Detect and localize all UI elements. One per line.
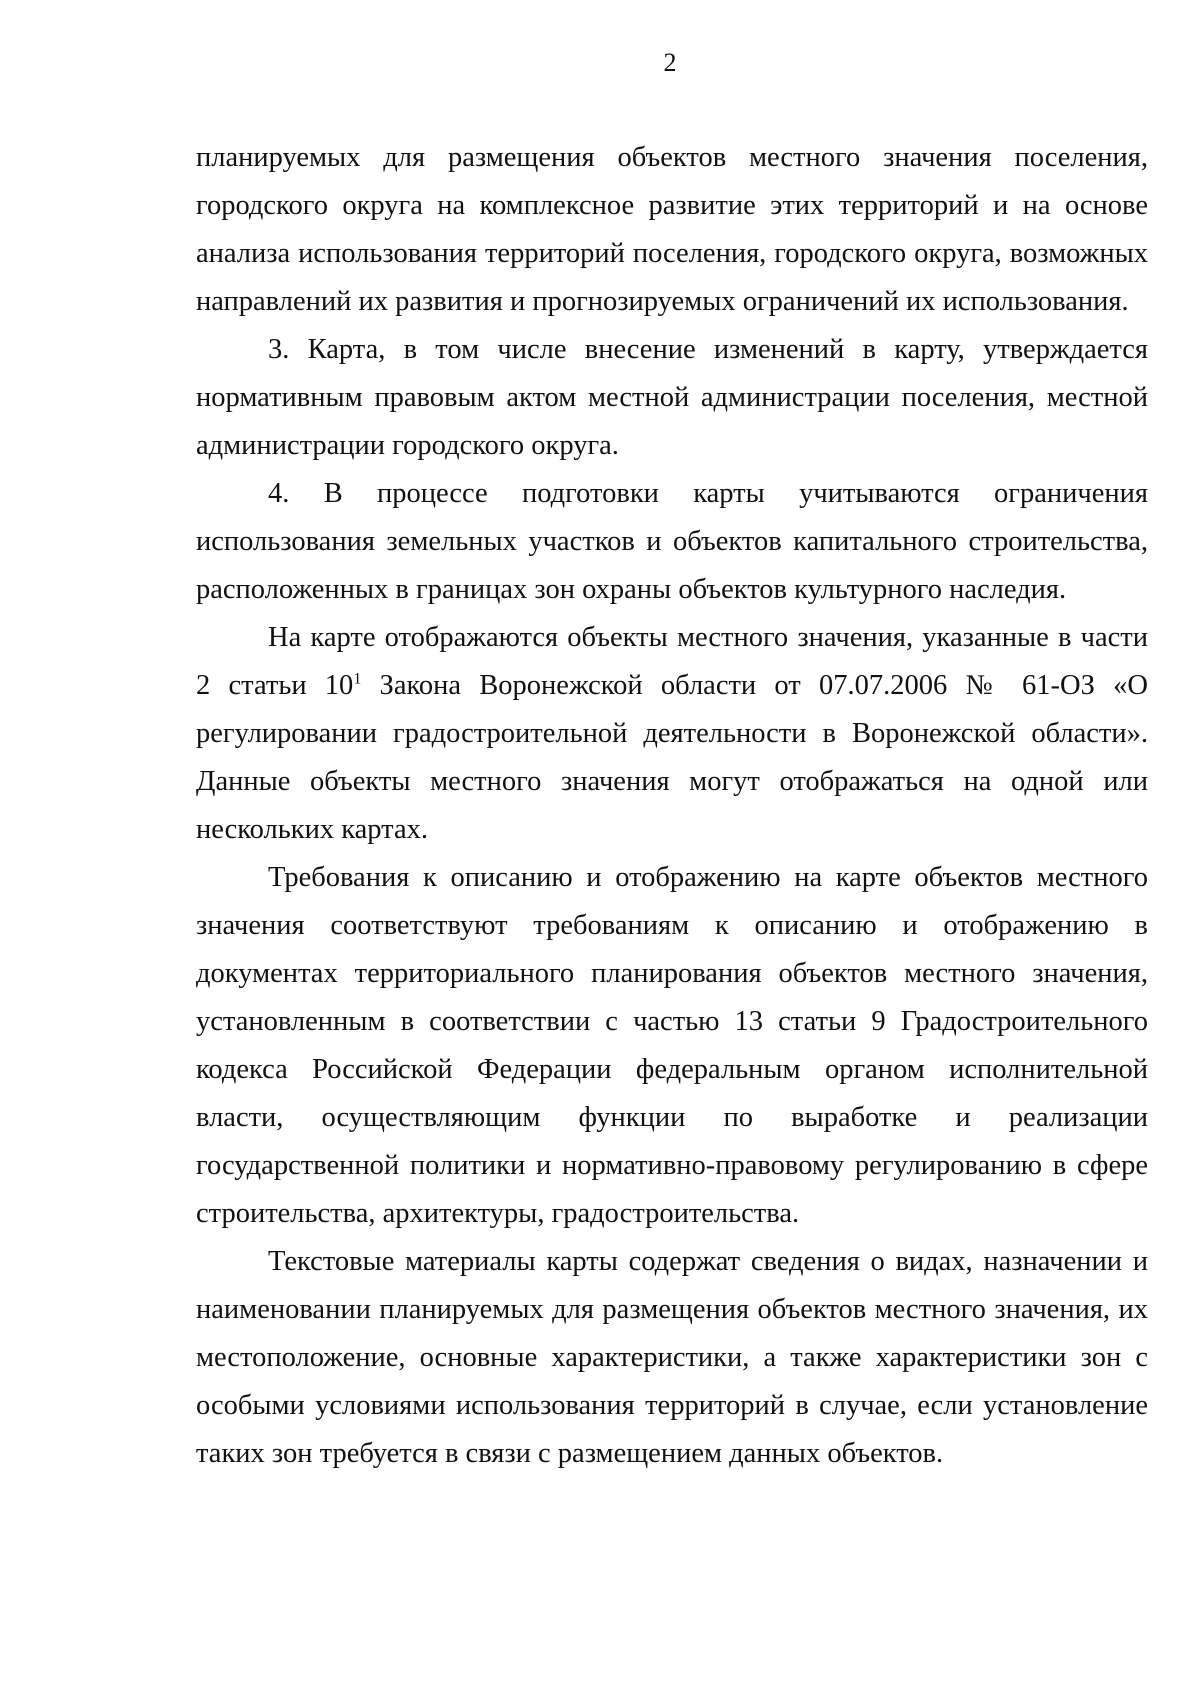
paragraph-continuation: планируемых для размещения объектов местного значения поселения, городского округа на комплексное развитие этих территорий и на основе анализа использования территорий поселения, городского округа, возможных направлений их развития и прогнозируемых ограничений их использования.	[196, 142, 1148, 317]
paragraph-local-objects	[196, 614, 1148, 854]
paragraph-requirements: Требования к описанию и отображению на карте объектов местного значения соответствуют требованиям к описанию и отображению в документах территориального планирования объектов местного значения, установленным в соответствии с частью 13 статьи 9 Градостроительного кодекса Российской Федерации федеральным органом исполнительной власти, осуществляющим функции по выработке и реализации государственной политики и нормативно-правовому регулированию в сфере строительства, архитектуры, градостроительства.	[196, 862, 1148, 1229]
paragraph-local-objects-part-1: На карте отображаются объекты местного значения, указанные в части 2 статьи 10	[196, 622, 1148, 701]
paragraph-item-4: 4. В процессе подготовки карты учитываются ограничения использования земельных участков и объектов капитального строительства, расположенных в границах зон охраны объектов культурного наследия.	[196, 478, 1148, 605]
article-superscript: 1	[353, 670, 362, 688]
page-number: 2	[663, 48, 677, 77]
document-body	[196, 134, 1148, 1478]
paragraph-item-3: 3. Карта, в том числе внесение изменений в карту, утверждается нормативным правовым актом местной администрации поселения, местной администрации городского округа.	[196, 334, 1148, 461]
paragraph-text-materials: Текстовые материалы карты содержат сведения о видах, назначении и наименовании планируемых для размещения объектов местного значения, их местоположение, основные характеристики, а также характеристики зон с особыми условиями использования территорий в случае, если установление таких зон требуется в связи с размещением данных объектов.	[196, 1246, 1148, 1469]
paragraph-local-objects-part-2: Закона Воронежской области от 07.07.2006 № 61-ОЗ «О регулировании градостроительной деятельности в Воронежской области». Данные объекты местного значения могут отображаться на одной или нескольких картах.	[196, 670, 1148, 845]
